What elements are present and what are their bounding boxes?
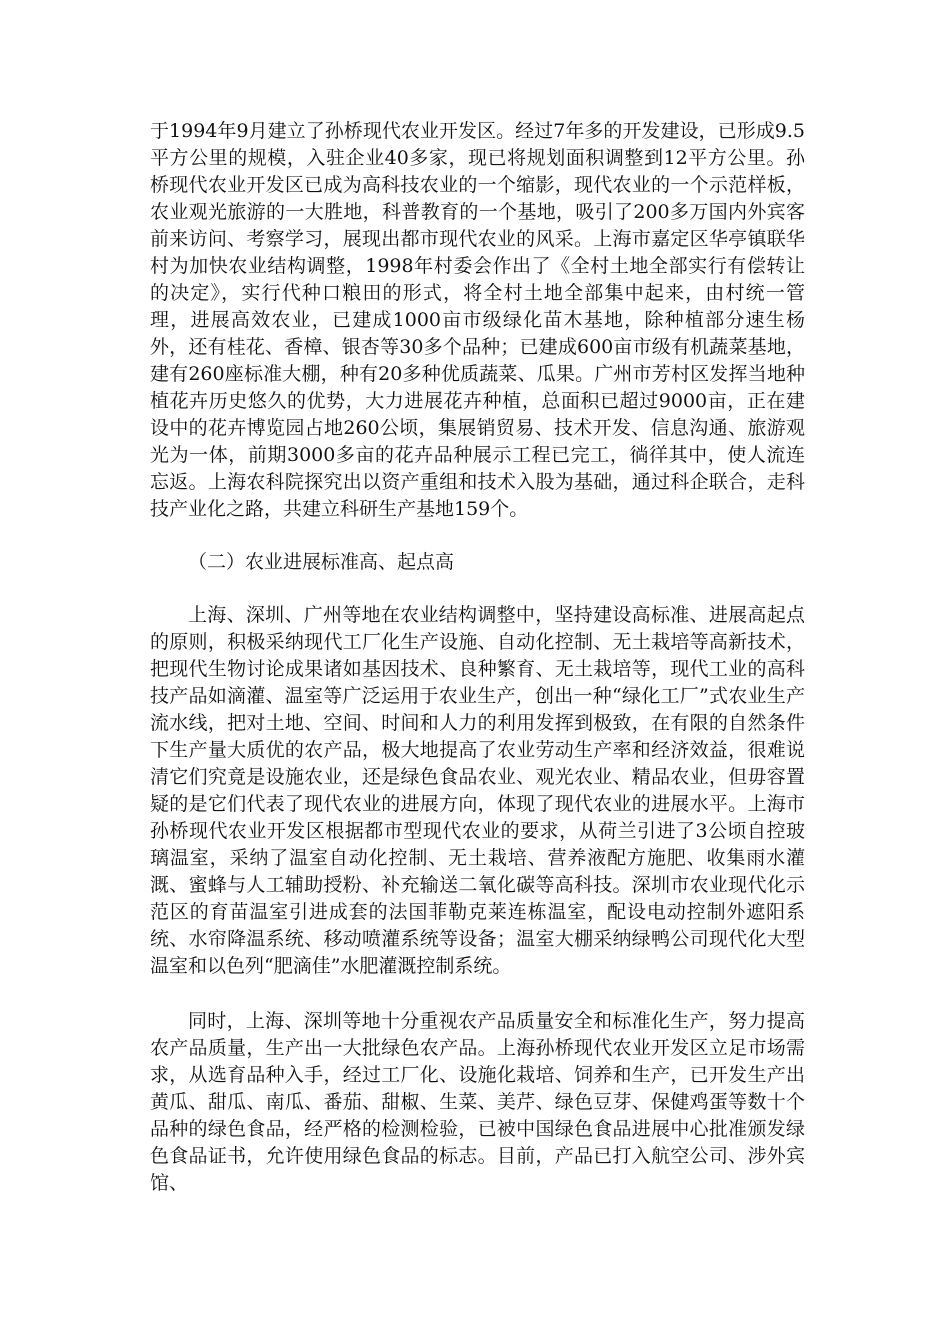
body-paragraph-2: 上海、深圳、广州等地在农业结构调整中，坚持建设高标准、进展高起点的原则，积极采纳现代工厂化生产设施、自动化控制、无土栽培等高新技术，把现代生物讨论成果诸如基因技术、良种繁育、无土栽培等，现代工业的高科技产品如滴灌、温室等广泛运用于农业生产，创出一种“绿化工厂”式农业生产流水线，把对土地、空间、时间和人力的利用发挥到极致，在有限的自然条件下生产量大质优的农产品，极大地提高了农业劳动生产率和经济效益，很难说清它们究竟是设施农业，还是绿色食品农业、观光农业、精品农业，但毋容置疑的是它们代表了现代农业的进展方向，体现了现代农业的进展水平。上海市孙桥现代农业开发区根据都市型现代农业的要求，从荷兰引进了3公顷自控玻璃温室，采纳了温室自动化控制、无土栽培、营养液配方施肥、收集雨水灌溉、蜜蜂与人工辅助授粉、补充输送二氧化碳等高科技。深圳市农业现代化示范区的育苗温室引进成套的法国菲勒克莱连栋温室，配设电动控制外遮阳系统、水帘降温系统、移动喷灌系统等设备；温室大棚采纳绿鸭公司现代化大型温室和以色列“肥滴佳”水肥灌溉控制系统。 [150,604,805,977]
section-heading: （二）农业进展标准高、起点高 [188,551,455,573]
body-paragraph-3: 同时，上海、深圳等地十分重视农产品质量安全和标准化生产，努力提高农产品质量，生产出一大批绿色农产品。上海孙桥现代农业开发区立足市场需求，从选育品种入手，经过工厂化、设施化栽培、饲养和生产，已开发生产出黄瓜、甜瓜、南瓜、番茄、甜椒、生菜、美芹、绿色豆芽、保健鸡蛋等数十个品种的绿色食品，经严格的检测检验，已被中国绿色食品进展中心批准颁发绿色食品证书，允许使用绿色食品的标志。目前，产品已打入航空公司、涉外宾馆、 [150,1010,805,1194]
body-paragraph-1: 于1994年9月建立了孙桥现代农业开发区。经过7年多的开发建设，已形成9.5平方公里的规模，入驻企业40多家，现已将规划面积调整到12平方公里。孙桥现代农业开发区已成为高科技农业的一个缩影，现代农业的一个示范样板，农业观光旅游的一大胜地，科普教育的一个基地，吸引了200多万国内外宾客前来访问、考察学习，展现出都市现代农业的风采。上海市嘉定区华亭镇联华村为加快农业结构调整，1998年村委会作出了《全村土地全部实行有偿转让的决定》，实行代种口粮田的形式，将全村土地全部集中起来，由村统一管理，进展高效农业，已建成1000亩市级绿化苗木基地，除种植部分速生杨外，还有桂花、香樟、银杏等30多个品种；已建成600亩市级有机蔬菜基地，建有260座标准大棚，种有20多种优质蔬菜、瓜果。广州市芳村区发挥当地种植花卉历史悠久的优势，大力进展花卉种植，总面积已超过9000亩，正在建设中的花卉博览园占地260公顷，集展销贸易、技术开发、信息沟通、旅游观光为一体，前期3000多亩的花卉品种展示工程已完工，徜徉其中，使人流连忘返。上海农科院探究出以资产重组和技术入股为基础，通过科企联合，走科技产业化之路，共建立科研生产基地159个。 [150,120,805,520]
document-page [150,118,805,1197]
